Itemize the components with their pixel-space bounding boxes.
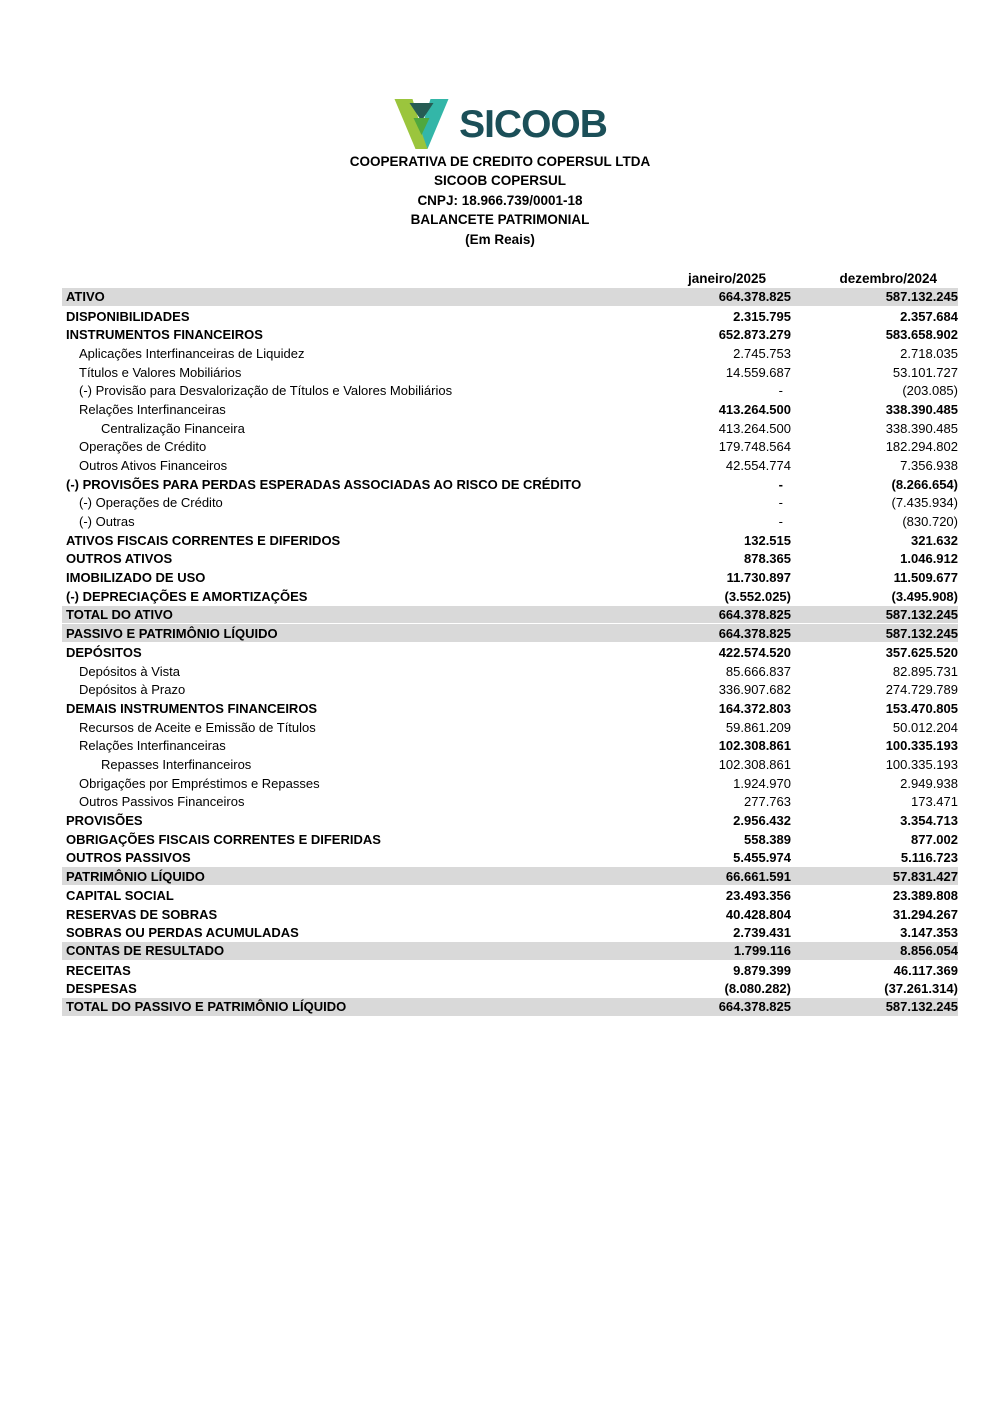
row-label: SOBRAS OU PERDAS ACUMULADAS — [66, 925, 299, 941]
row-label: IMOBILIZADO DE USO — [66, 570, 206, 586]
table-row — [62, 456, 958, 475]
value-jan-2025: 59.861.209 — [725, 719, 791, 735]
table-body — [62, 288, 958, 1017]
table-row — [62, 774, 958, 793]
value-dez-2024: 23.389.808 — [892, 887, 958, 903]
table-row — [62, 680, 958, 699]
value-jan-2025: 11.730.897 — [726, 570, 791, 586]
table-row — [62, 643, 958, 662]
sicoob-logo-wordmark: SICOOB — [459, 102, 607, 146]
value-dez-2024: (37.261.314) — [884, 981, 958, 997]
row-label: OUTROS ATIVOS — [66, 551, 173, 567]
value-dez-2024: (7.435.934) — [891, 495, 958, 511]
column-header-dez-2024: dezembro/2024 — [839, 271, 937, 286]
table-row — [62, 755, 958, 774]
value-dez-2024: 53.101.727 — [892, 364, 958, 380]
column-header-jan-2025: janeiro/2025 — [687, 271, 766, 286]
cnpj: CNPJ: 18.966.739/0001-18 — [417, 192, 583, 208]
table-row — [62, 344, 958, 363]
value-dez-2024: (203.085) — [902, 383, 958, 399]
row-label: Operações de Crédito — [79, 439, 207, 455]
value-dez-2024: 583.658.902 — [885, 327, 958, 343]
value-jan-2025: 132.515 — [744, 532, 791, 548]
value-dez-2024: 82.895.731 — [892, 663, 958, 679]
value-dez-2024: 587.132.245 — [885, 607, 958, 623]
row-label: Relações Interfinanceiras — [79, 401, 226, 417]
table-row — [62, 624, 958, 643]
row-label: Aplicações Interfinanceiras de Liquidez — [79, 345, 305, 361]
value-jan-2025: - — [778, 495, 783, 511]
row-label: (-) PROVISÕES PARA PERDAS ESPERADAS ASSOCIADAS AO RISCO DE CRÉDITO — [66, 476, 582, 492]
row-label: Relações Interfinanceiras — [79, 738, 226, 754]
value-dez-2024: 173.471 — [911, 794, 958, 810]
table-row — [62, 998, 958, 1017]
table-row — [62, 307, 958, 326]
table-row — [62, 699, 958, 718]
value-dez-2024: 46.117.369 — [893, 962, 958, 978]
table-row — [62, 811, 958, 830]
balance-table — [62, 269, 958, 1017]
row-label: (-) Outras — [79, 514, 135, 530]
row-label: Outros Passivos Financeiros — [79, 794, 245, 810]
value-dez-2024: 587.132.245 — [885, 999, 958, 1015]
value-jan-2025: 2.956.432 — [733, 813, 791, 829]
value-jan-2025: 2.739.431 — [733, 925, 791, 941]
row-label: DEMAIS INSTRUMENTOS FINANCEIROS — [66, 700, 318, 716]
table-row — [62, 606, 958, 625]
company-name: COOPERATIVA DE CREDITO COPERSUL LTDA — [349, 154, 651, 169]
value-jan-2025: 2.745.753 — [733, 345, 791, 361]
row-label: (-) Operações de Crédito — [79, 495, 223, 511]
table-row — [62, 325, 958, 344]
table-row — [62, 737, 958, 756]
table-row — [62, 438, 958, 457]
value-dez-2024: 587.132.245 — [885, 289, 958, 305]
value-jan-2025: (3.552.025) — [724, 588, 791, 604]
value-jan-2025: 14.559.687 — [725, 364, 791, 380]
value-dez-2024: 587.132.245 — [885, 625, 958, 641]
value-jan-2025: (8.080.282) — [724, 981, 791, 997]
table-row — [62, 475, 958, 494]
value-jan-2025: 664.378.825 — [718, 625, 791, 641]
row-label: Depósitos à Prazo — [79, 682, 186, 698]
row-label: DESPESAS — [66, 981, 137, 997]
table-header-row — [62, 269, 958, 288]
value-jan-2025: 2.315.795 — [733, 308, 791, 324]
row-label: TOTAL DO ATIVO — [66, 607, 173, 623]
table-row — [62, 867, 958, 886]
value-jan-2025: 664.378.825 — [718, 289, 791, 305]
value-dez-2024: 357.625.520 — [885, 644, 958, 660]
table-row — [62, 830, 958, 849]
row-label: Recursos de Aceite e Emissão de Títulos — [79, 719, 316, 735]
value-jan-2025: 1.799.116 — [733, 943, 791, 959]
table-row — [62, 793, 958, 812]
value-jan-2025: 164.372.803 — [718, 700, 791, 716]
value-jan-2025: 664.378.825 — [718, 999, 791, 1015]
row-label: PROVISÕES — [66, 813, 143, 829]
row-label: Repasses Interfinanceiros — [101, 757, 252, 773]
row-label: Centralização Financeira — [101, 420, 245, 436]
row-label: PASSIVO E PATRIMÔNIO LÍQUIDO — [66, 625, 278, 641]
document-title-block — [0, 152, 1000, 249]
value-dez-2024: 877.002 — [911, 831, 958, 847]
row-label: DEPÓSITOS — [66, 644, 142, 660]
value-dez-2024: 321.632 — [911, 532, 958, 548]
value-dez-2024: 5.116.723 — [900, 850, 958, 866]
value-dez-2024: 11.509.677 — [893, 570, 958, 586]
value-jan-2025: - — [778, 383, 783, 399]
table-row — [62, 363, 958, 382]
value-dez-2024: (830.720) — [902, 514, 958, 530]
value-dez-2024: 3.354.713 — [900, 813, 958, 829]
value-jan-2025: 1.924.970 — [733, 775, 791, 791]
row-label: OUTROS PASSIVOS — [66, 850, 191, 866]
table-row — [62, 849, 958, 868]
currency-note: (Em Reais) — [465, 231, 535, 247]
value-jan-2025: 23.493.356 — [725, 887, 791, 903]
value-jan-2025: 277.763 — [744, 794, 791, 810]
value-jan-2025: 9.879.399 — [733, 962, 791, 978]
value-dez-2024: 2.949.938 — [900, 775, 958, 791]
row-label: INSTRUMENTOS FINANCEIROS — [66, 327, 263, 343]
value-jan-2025: 42.554.774 — [725, 458, 791, 474]
table-row — [62, 288, 958, 307]
value-jan-2025: 40.428.804 — [725, 906, 791, 922]
row-label: ATIVO — [66, 289, 105, 305]
value-jan-2025: - — [778, 514, 783, 530]
value-jan-2025: 179.748.564 — [718, 439, 791, 455]
value-jan-2025: 66.661.591 — [725, 868, 791, 884]
value-dez-2024: 50.012.204 — [892, 719, 958, 735]
table-row — [62, 494, 958, 513]
value-jan-2025: 85.666.837 — [725, 663, 791, 679]
value-dez-2024: 8.856.054 — [900, 943, 958, 959]
value-jan-2025: 652.873.279 — [718, 327, 791, 343]
row-label: PATRIMÔNIO LÍQUIDO — [66, 868, 205, 884]
table-row — [62, 400, 958, 419]
value-dez-2024: 1.046.912 — [900, 551, 958, 567]
row-label: DISPONIBILIDADES — [66, 308, 190, 324]
row-label: RECEITAS — [66, 962, 131, 978]
row-label: OBRIGAÇÕES FISCAIS CORRENTES E DIFERIDAS — [66, 831, 381, 847]
row-label: Depósitos à Vista — [79, 663, 180, 679]
table-row — [62, 718, 958, 737]
row-label: Obrigações por Empréstimos e Repasses — [79, 775, 320, 791]
value-dez-2024: 3.147.353 — [900, 925, 958, 941]
value-jan-2025: 422.574.520 — [718, 644, 791, 660]
table-row — [62, 886, 958, 905]
value-jan-2025: 102.308.861 — [718, 757, 791, 773]
value-jan-2025: 664.378.825 — [718, 607, 791, 623]
value-dez-2024: 338.390.485 — [885, 420, 958, 436]
row-label: CAPITAL SOCIAL — [66, 887, 174, 903]
value-dez-2024: 2.357.684 — [900, 308, 958, 324]
value-jan-2025: 102.308.861 — [718, 738, 791, 754]
table-row — [62, 531, 958, 550]
value-dez-2024: 182.294.802 — [885, 439, 958, 455]
table-row — [62, 381, 958, 400]
value-dez-2024: 338.390.485 — [885, 401, 958, 417]
row-label: (-) Provisão para Desvalorização de Títulos e Valores Mobiliários — [79, 383, 453, 399]
table-row — [62, 979, 958, 998]
value-jan-2025: 558.389 — [744, 831, 791, 847]
table-row — [62, 662, 958, 681]
sicoob-logo — [0, 97, 1000, 151]
row-label: CONTAS DE RESULTADO — [66, 943, 225, 959]
table-row — [62, 923, 958, 942]
value-jan-2025: 878.365 — [744, 551, 791, 567]
value-dez-2024: 100.335.193 — [885, 738, 958, 754]
value-dez-2024: (8.266.654) — [891, 476, 958, 492]
row-label: TOTAL DO PASSIVO E PATRIMÔNIO LÍQUIDO — [66, 999, 347, 1015]
table-row — [62, 419, 958, 438]
value-dez-2024: 57.831.427 — [892, 868, 958, 884]
report-title: BALANCETE PATRIMONIAL — [410, 212, 590, 228]
value-dez-2024: 274.729.789 — [885, 682, 958, 698]
value-dez-2024: 2.718.035 — [900, 345, 958, 361]
row-label: (-) DEPRECIAÇÕES E AMORTIZAÇÕES — [66, 588, 308, 604]
table-row — [62, 942, 958, 961]
value-jan-2025: 336.907.682 — [718, 682, 791, 698]
row-label: Outros Ativos Financeiros — [79, 458, 228, 474]
table-row — [62, 587, 958, 606]
sicoob-logo-icon — [393, 98, 450, 150]
value-dez-2024: 100.335.193 — [885, 757, 958, 773]
value-dez-2024: 153.470.805 — [885, 700, 958, 716]
row-label: Títulos e Valores Mobiliários — [79, 364, 242, 380]
table-row — [62, 512, 958, 531]
value-jan-2025: 413.264.500 — [718, 420, 791, 436]
table-row — [62, 961, 958, 980]
table-row — [62, 568, 958, 587]
trade-name: SICOOB COPERSUL — [433, 173, 566, 189]
row-label: ATIVOS FISCAIS CORRENTES E DIFERIDOS — [66, 532, 341, 548]
table-row — [62, 905, 958, 924]
value-dez-2024: 31.294.267 — [892, 906, 958, 922]
value-jan-2025: 413.264.500 — [718, 401, 791, 417]
value-jan-2025: 5.455.974 — [733, 850, 791, 866]
value-dez-2024: 7.356.938 — [900, 458, 958, 474]
row-label: RESERVAS DE SOBRAS — [66, 906, 218, 922]
value-dez-2024: (3.495.908) — [891, 588, 958, 604]
table-row — [62, 550, 958, 569]
value-jan-2025: - — [778, 476, 783, 492]
